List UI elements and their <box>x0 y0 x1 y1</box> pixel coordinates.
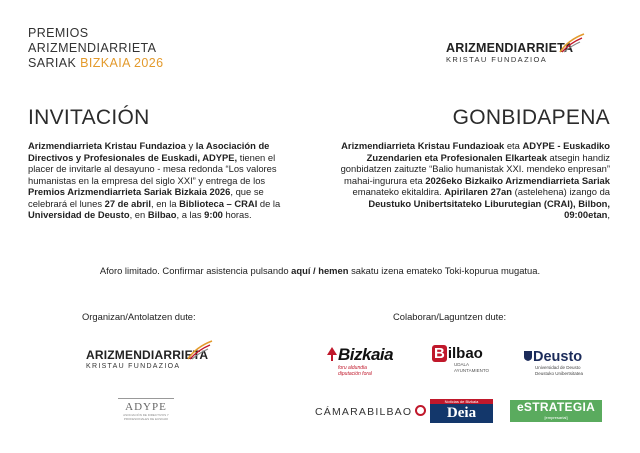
collaborator-logo-bilbao: B ilbao UDALA AYUNTAMIENTO <box>434 345 490 373</box>
deusto-shield-icon <box>523 350 533 362</box>
invitation-title-es: INVITACIÓN <box>28 106 150 129</box>
foundation-flame-icon <box>186 339 214 361</box>
foundation-name: ARIZMENDIARRIETA <box>446 41 574 55</box>
awards-year: BIZKAIA 2026 <box>80 56 164 70</box>
invitation-title-eu: GONBIDAPENA <box>452 106 610 129</box>
collaborator-logo-estrategia: eSTRATEGIA [empresarial] <box>510 400 602 422</box>
collaborators-label: Colaboran/Laguntzen dute: <box>393 311 507 322</box>
awards-line-2: ARIZMENDIARRIETA <box>28 41 157 55</box>
collaborator-logo-bizkaia: Bizkaia foru aldundia diputación foral <box>326 345 393 377</box>
bizkaia-tree-icon <box>326 346 338 362</box>
awards-line-1: PREMIOS <box>28 26 89 40</box>
foundation-flame-icon <box>558 32 586 54</box>
foundation-sub: KRISTAU FUNDAZIOA <box>446 55 548 64</box>
invitation-text-es: Arizmendiarrieta Kristau Fundazioa y la Asociación de Directivos y Profesionales de Euskadi, ADYPE, tienen el placer de invitarle al desayuno - mesa redonda “Los valores humanistas en la empresa del siglo XXI” y entrega de los Premios Arizmendiarrieta Sariak Bizkaia 2026, que se celebrará el lunes 27 de abril, en la Biblioteca – CRAI de la Universidad de Deusto, en Bilbao, a las 9:00 horas. <box>28 140 281 220</box>
organizers-label: Organizan/Antolatzen dute: <box>82 311 196 322</box>
collaborator-logo-deusto: Deusto Universidad de Deusto Deustuko Unibertsitatea <box>523 349 583 377</box>
awards-line-3: SARIAK BIZKAIA 2026 <box>28 56 164 70</box>
invitation-text-eu: Arizmendiarrieta Kristau Fundazioak eta ADYPE - Euskadiko Zuzendarien eta Profesionalen Elkarteak atsegin handiz gonbidatzen zaituzte “Balio humanistak XXI. mendeko enpresan” mahai-ingurura eta 2026eko Bizkaiko Arizmendiarrieta Sariak emanateko ekitaldira. Apirilaren 27an (astelehena) izango da Deustuko Unibertsitateko Liburutegian (CRAI), Bilbon, 09:00etan, <box>340 140 610 220</box>
camara-ring-icon <box>415 405 426 416</box>
organizer-logo-adype: ADYPE ASOCIACIÓN DE DIRECTIVOS Y PROFESIONALES DE EUSKADI <box>118 398 174 421</box>
awards-heading <box>28 26 163 71</box>
collaborator-logo-camara-bilbao: CÁMARABILBAO <box>315 405 426 418</box>
limited-capacity-note: Aforo limitado. Confirmar asistencia pulsando aquí / hemen sakatu izena emateko Toki-kopurua mugatua. <box>99 265 541 276</box>
rsvp-link[interactable]: aquí / hemen <box>291 265 349 276</box>
collaborator-logo-deia: Noticias de Bizkaia Deia <box>430 399 493 423</box>
organizer-logo-arizmendiarrieta: ARIZMENDIARRIETA KRISTAU FUNDAZIOA <box>86 349 208 372</box>
foundation-logo-top <box>446 42 596 65</box>
